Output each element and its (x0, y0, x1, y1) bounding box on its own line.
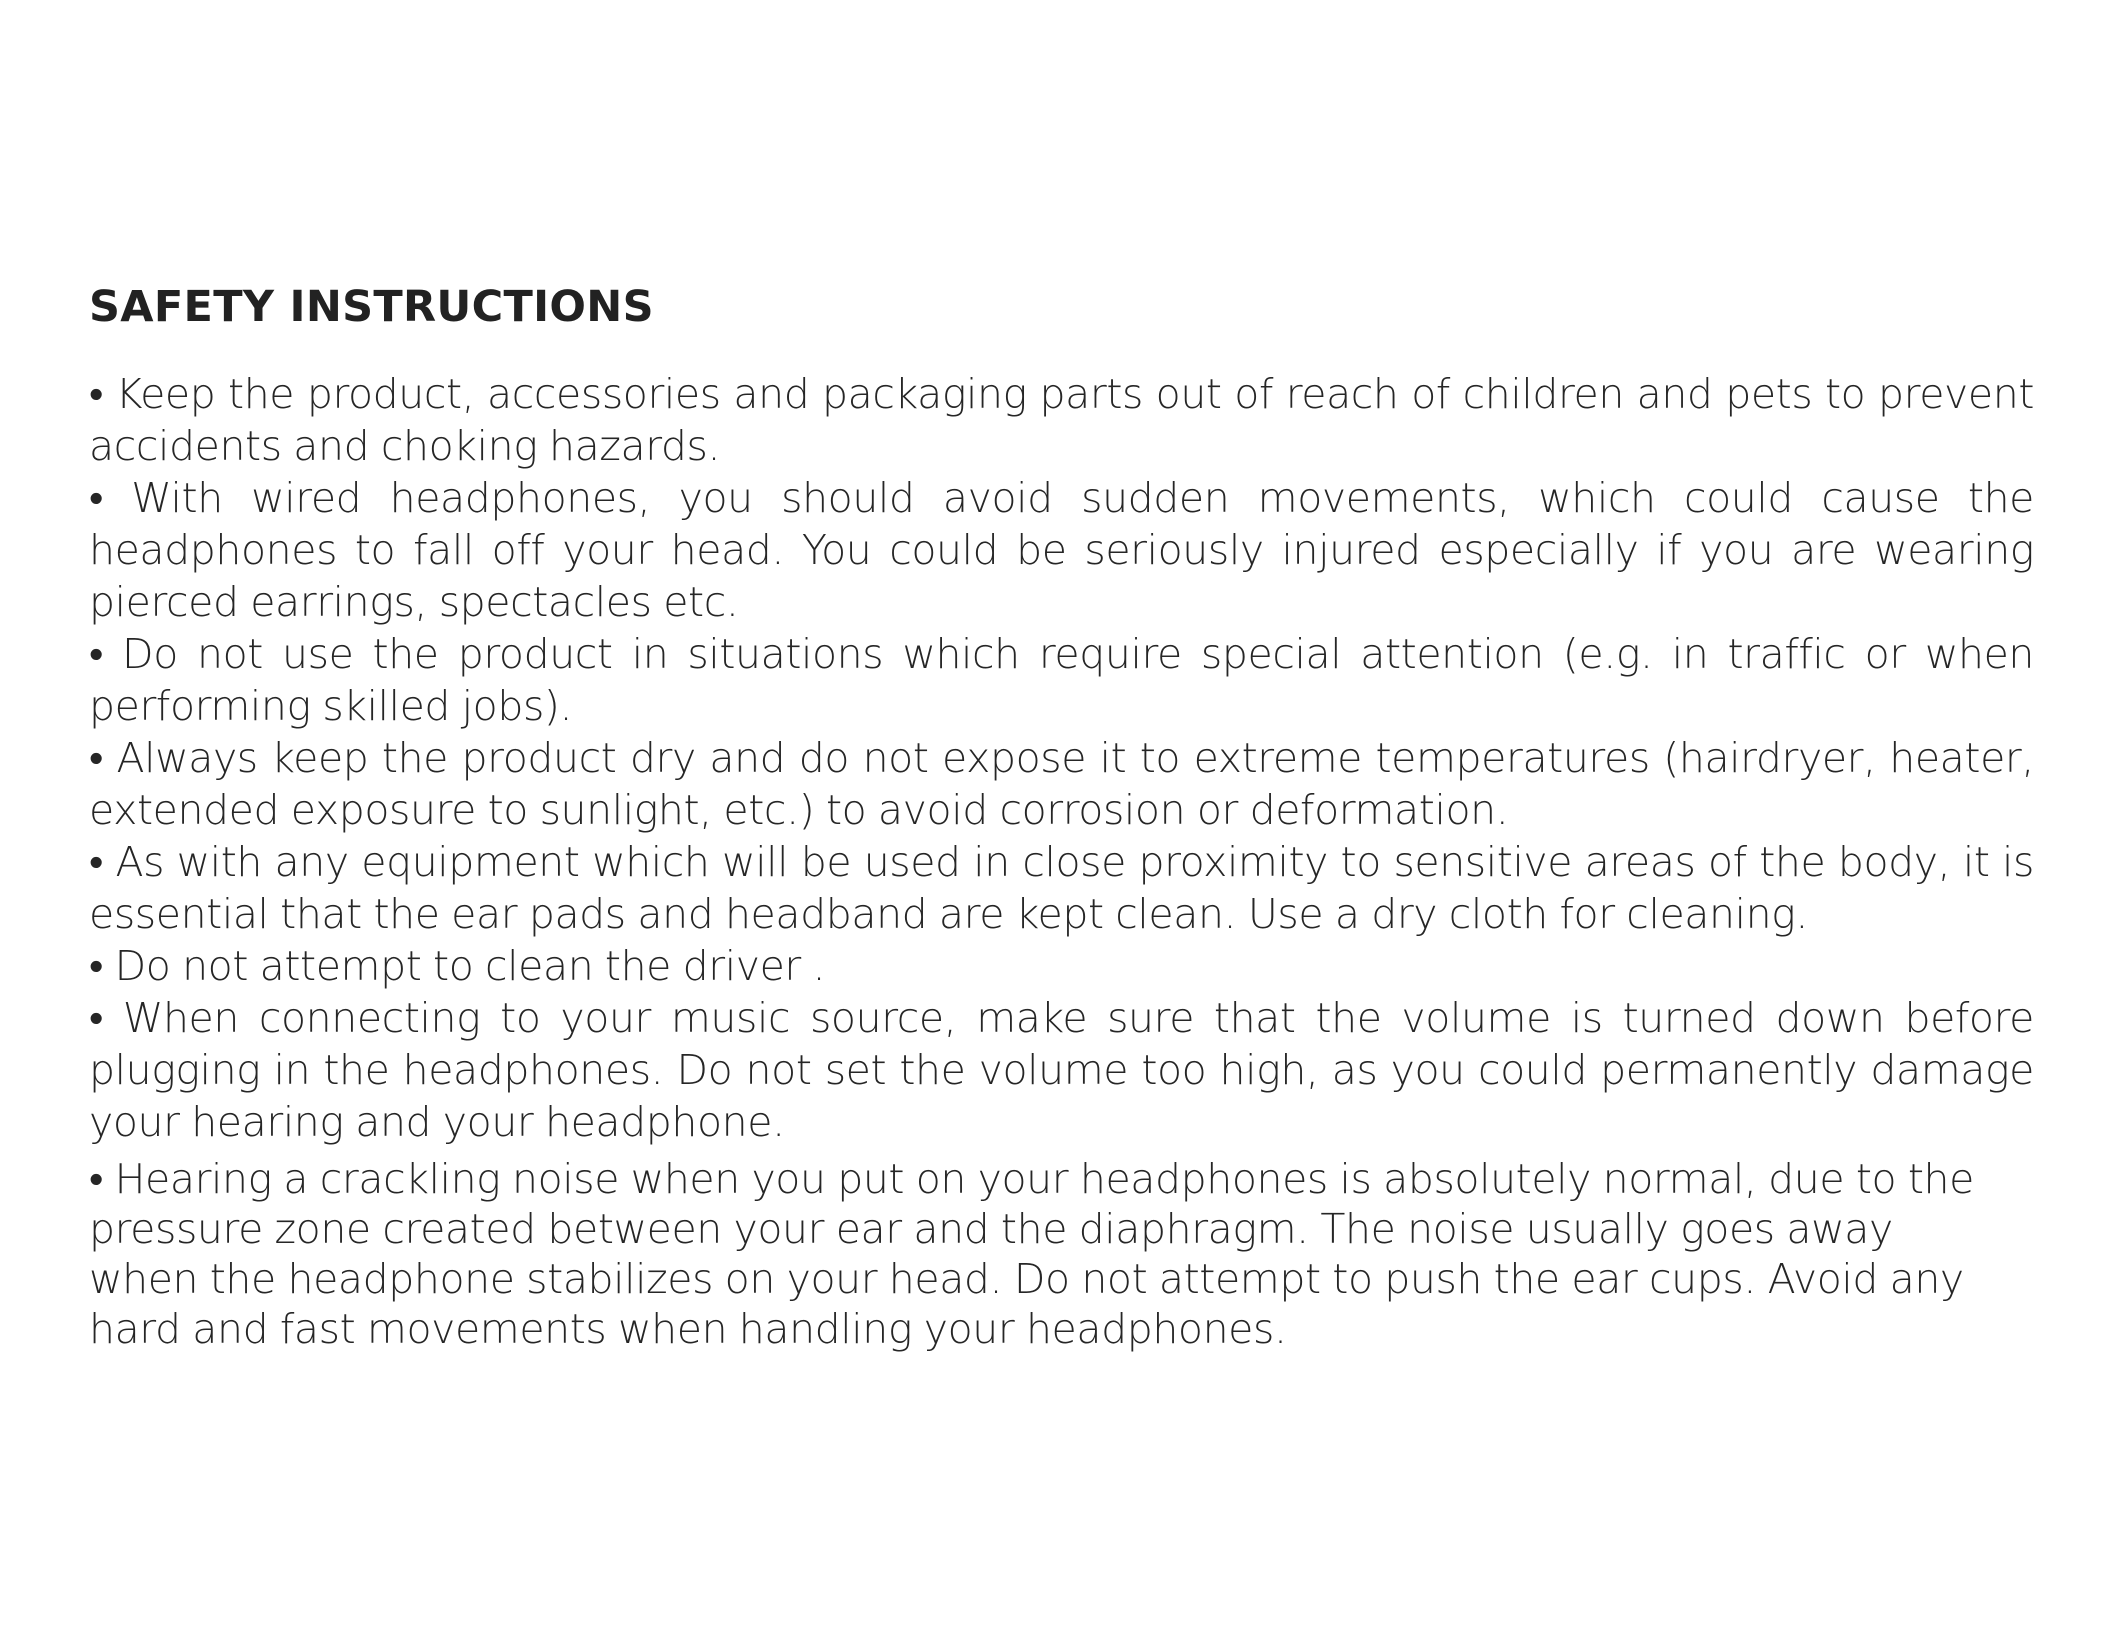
list-item: • Do not use the product in situations which require special attention (e.g. in traffic or when performing skilled jobs). (89, 630, 2034, 730)
list-item: • With wired headphones, you should avoid sudden movements, which could cause the headphones to fall off your head. You could be seriously injured especially if you are wearing pierced earrings, spectacles etc. (89, 474, 2034, 626)
list-item: • Hearing a crackling noise when you put on your headphones is absolutely normal, due to the pressure zone created between your ear and the diaphragm. The noise usually goes away when the headphone stabilizes on your head. Do not attempt to push the ear cups. Avoid any hard and fast movements when handling your headphones. (89, 1155, 1974, 1353)
safety-instructions-list (89, 368, 2034, 1354)
list-item: • Always keep the product dry and do not expose it to extreme temperatures (hairdryer, heater, extended exposure to sunlight, etc.) to avoid corrosion or deformation. (89, 734, 2034, 834)
list-item: • As with any equipment which will be used in close proximity to sensitive areas of the body, it is essential that the ear pads and headband are kept clean. Use a dry cloth for cleaning. (89, 838, 2034, 938)
page-title: SAFETY INSTRUCTIONS (89, 282, 654, 332)
list-item: • Keep the product, accessories and packaging parts out of reach of children and pets to prevent accidents and choking hazards. (89, 370, 2034, 470)
list-item: • Do not attempt to clean the driver . (89, 942, 826, 990)
list-item: • When connecting to your music source, make sure that the volume is turned down before plugging in the headphones. Do not set the volume too high, as you could permanently damage your hearing and your headphone. (89, 994, 2034, 1146)
